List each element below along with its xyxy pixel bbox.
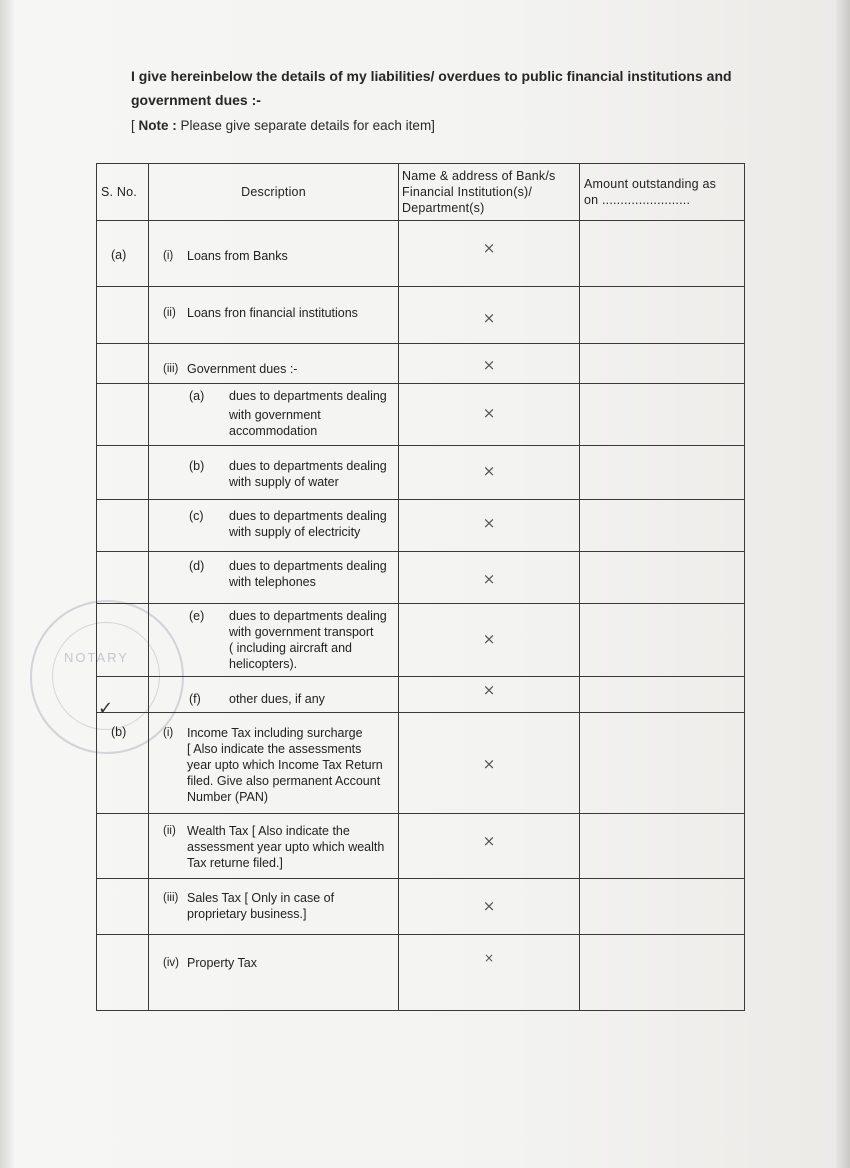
cross-mark: ×	[482, 570, 496, 588]
amount-cell	[580, 552, 745, 604]
cross-mark: ×	[482, 897, 496, 915]
amount-cell	[580, 677, 745, 713]
row-letter: (e)	[189, 609, 205, 623]
table-row	[97, 935, 745, 1011]
row-number: (iii)	[163, 892, 179, 904]
page-heading	[131, 64, 771, 112]
row-text: dues to departments dealing	[229, 509, 387, 523]
row-text: Wealth Tax [ Also indicate the	[187, 824, 350, 838]
row-text: dues to departments dealing	[229, 459, 387, 473]
amount-cell	[580, 446, 745, 500]
amount-cell	[580, 384, 745, 446]
amount-cell	[580, 814, 745, 879]
amount-cell	[580, 604, 745, 677]
table-row	[97, 552, 745, 604]
row-letter: (b)	[189, 459, 205, 473]
amount-cell	[580, 287, 745, 344]
row-text: Government dues :-	[187, 362, 298, 376]
cross-mark: ×	[482, 630, 496, 648]
row-text: proprietary business.]	[187, 907, 307, 921]
amount-cell	[580, 221, 745, 287]
handwritten-tick-mark: ✓	[98, 698, 114, 719]
table-row	[97, 814, 745, 879]
cross-mark: ×	[482, 404, 496, 422]
table-row	[97, 500, 745, 552]
table-row	[97, 604, 745, 677]
row-text: assessment year upto which wealth	[187, 840, 385, 854]
table-row	[97, 446, 745, 500]
table-row	[97, 344, 745, 384]
row-number: (iv)	[163, 957, 179, 969]
row-text: accommodation	[229, 424, 318, 438]
row-text: Number (PAN)	[187, 790, 269, 804]
cross-mark: ×	[482, 462, 496, 480]
row-number: (i)	[163, 727, 174, 739]
amount-cell	[580, 500, 745, 552]
row-text: Tax returne filed.]	[187, 856, 283, 870]
table-row	[97, 287, 745, 344]
table-row	[97, 384, 745, 446]
table-row	[97, 221, 745, 287]
cross-mark: ×	[482, 356, 496, 374]
row-number: (ii)	[163, 825, 176, 837]
heading-line-1: I give hereinbelow the details of my liabilities/ overdues to public financial institutions and	[131, 68, 732, 84]
row-text: Sales Tax [ Only in case of	[187, 891, 335, 905]
row-text: year upto which Income Tax Return	[187, 758, 383, 772]
header-sno: S. No.	[97, 164, 149, 221]
header-bank: Name & address of Bank/s Financial Institution(s)/ Department(s)	[399, 164, 580, 221]
row-text: Loans fron financial institutions	[187, 306, 358, 320]
row-text: dues to departments dealing	[229, 559, 387, 573]
notary-stamp-text: NOTARY	[64, 650, 129, 665]
cross-mark: ×	[483, 951, 495, 965]
header-description: Description	[149, 164, 399, 221]
heading-line-2: government dues :-	[131, 92, 261, 108]
row-text: with government transport	[229, 625, 374, 639]
row-text: dues to departments dealing	[229, 609, 387, 623]
amount-cell	[580, 713, 745, 814]
row-text: other dues, if any	[229, 692, 325, 706]
row-number: (iii)	[163, 363, 179, 375]
row-number: (ii)	[163, 307, 176, 319]
row-text: Income Tax including surcharge	[187, 726, 363, 740]
row-text: ( including aircraft and	[229, 641, 352, 655]
table-row	[97, 713, 745, 814]
amount-cell	[580, 344, 745, 384]
header-amount: Amount outstanding as on ........................	[580, 164, 745, 221]
table-row	[97, 677, 745, 713]
cross-mark: ×	[482, 832, 496, 850]
amount-cell	[580, 879, 745, 935]
row-text: dues to departments dealing	[229, 389, 387, 403]
scan-right-edge	[836, 0, 850, 1168]
row-number: (i)	[163, 250, 174, 262]
row-text: filed. Give also permanent Account	[187, 774, 381, 788]
row-letter: (d)	[189, 559, 205, 573]
row-text: helicopters).	[229, 657, 298, 671]
note	[131, 118, 435, 133]
row-text: Loans from Banks	[187, 249, 288, 263]
cross-mark: ×	[482, 309, 496, 327]
row-text: with supply of water	[229, 475, 339, 489]
note-open-bracket: [	[131, 118, 135, 133]
scan-left-edge	[0, 0, 14, 1168]
row-text: with government	[229, 408, 321, 422]
row-text: Property Tax	[187, 956, 257, 970]
row-text: [ Also indicate the assessments	[187, 742, 362, 756]
row-sno: (b)	[111, 725, 127, 739]
table-header-row	[97, 164, 745, 221]
cross-mark: ×	[482, 681, 496, 699]
row-letter: (a)	[189, 389, 205, 403]
cross-mark: ×	[482, 239, 496, 257]
row-text: with telephones	[229, 575, 316, 589]
note-text: Please give separate details for each item]	[180, 118, 435, 133]
row-letter: (c)	[189, 509, 204, 523]
liabilities-table	[96, 163, 745, 1011]
amount-cell	[580, 935, 745, 1011]
note-label: Note :	[138, 118, 177, 133]
cross-mark: ×	[482, 755, 496, 773]
row-text: with supply of electricity	[229, 525, 361, 539]
cross-mark: ×	[482, 514, 496, 532]
row-sno: (a)	[111, 248, 127, 262]
row-letter: (f)	[189, 692, 201, 706]
table-row	[97, 879, 745, 935]
